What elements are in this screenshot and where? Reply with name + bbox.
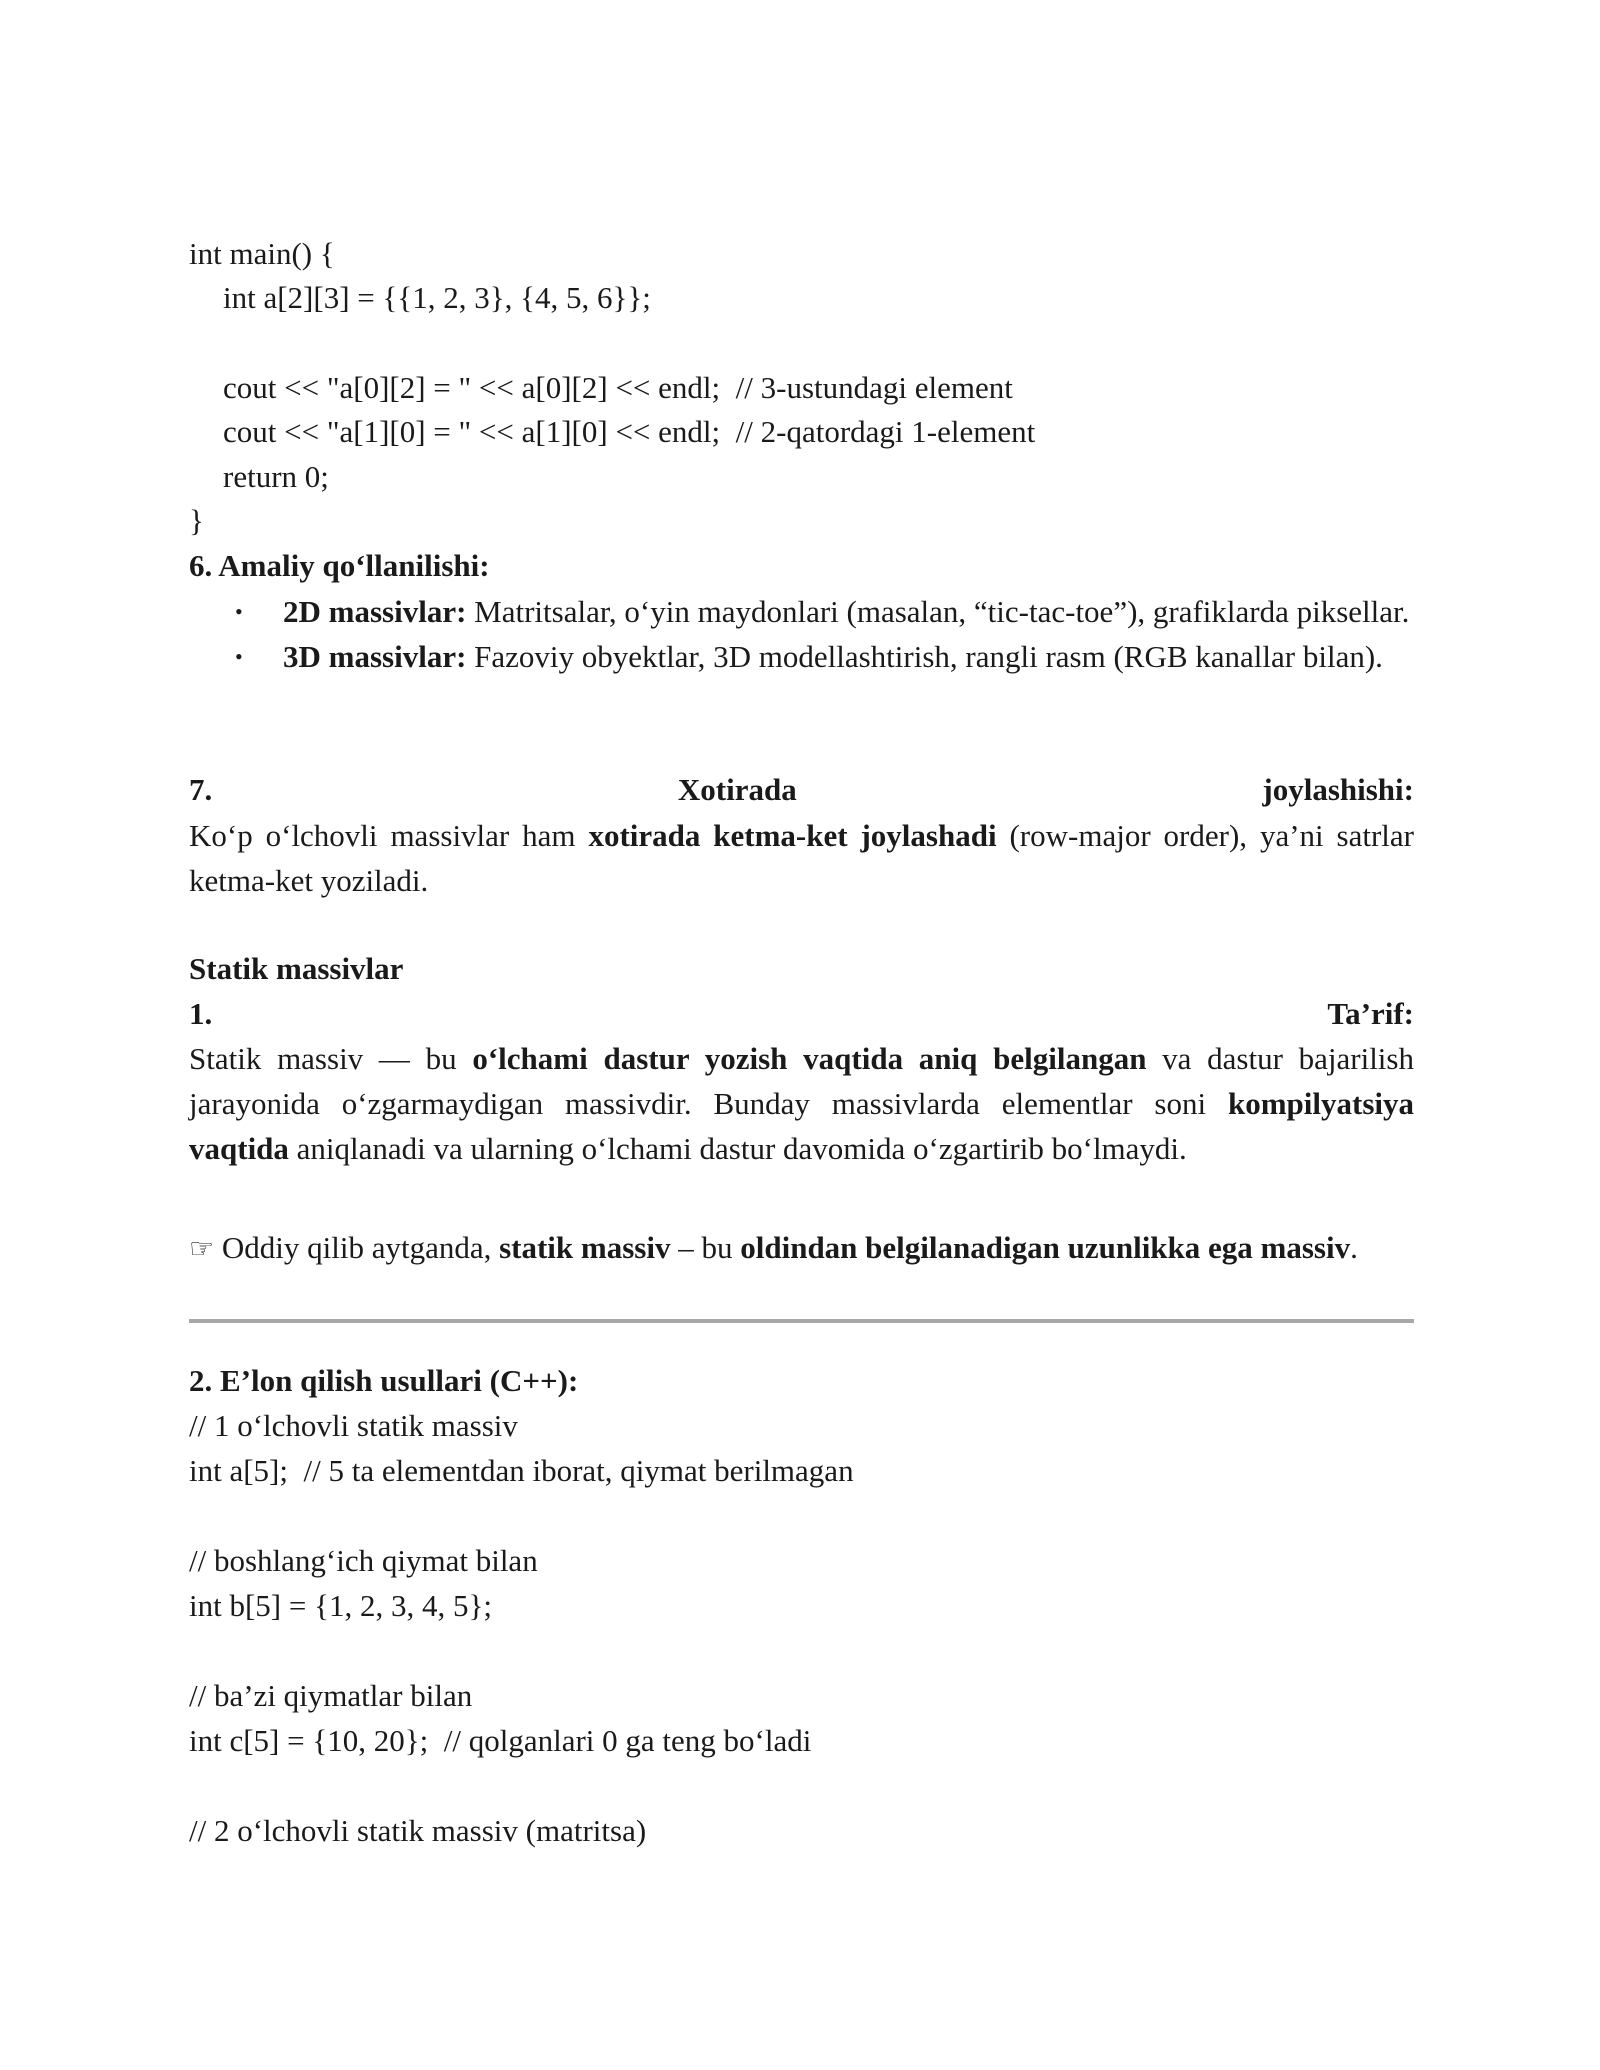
section-heading bbox=[189, 768, 1414, 812]
paragraph: Statik massiv — bu o‘lchami dastur yozish vaqtida aniq belgilangan va dastur bajarilish jarayonida o‘zgarmaydigan massivdir. Bunday massivlarda elementlar soni kompilyatsiya vaqtida aniqlanadi va ularning o‘lchami dastur davomida o‘zgartirib bo‘lmaydi. bbox=[189, 1041, 1414, 1166]
list-item bbox=[189, 634, 1414, 679]
bullet-icon: • bbox=[235, 599, 243, 624]
heading-number: 1. bbox=[189, 996, 213, 1031]
bullet-list bbox=[189, 589, 1414, 679]
section-heading bbox=[189, 992, 1414, 1036]
code-line: } bbox=[189, 503, 204, 538]
code-line: int a[5]; // 5 ta elementdan iborat, qiymat berilmagan bbox=[189, 1453, 854, 1488]
heading-label: Ta’rif: bbox=[1327, 996, 1414, 1031]
horizontal-rule bbox=[189, 1319, 1414, 1323]
heading-number: 7. bbox=[189, 772, 213, 807]
paragraph: ☞ Oddiy qilib aytganda, statik massiv – bu oldindan belgilanadigan uzunlikka ega massiv. bbox=[189, 1230, 1358, 1265]
section-heading: 2. E’lon qilish usullari (C++): bbox=[189, 1363, 579, 1398]
item-text: Matritsalar, o‘yin maydonlari (masalan, “tic-tac-toe”), grafiklarda piksellar. bbox=[466, 594, 1410, 629]
code-line: int c[5] = {10, 20}; // qolganlari 0 ga teng bo‘ladi bbox=[189, 1723, 812, 1758]
item-label: 2D massivlar: bbox=[283, 594, 467, 629]
code-line: int b[5] = {1, 2, 3, 4, 5}; bbox=[189, 1588, 492, 1623]
section-title: Statik massivlar bbox=[189, 951, 404, 986]
item-label: 3D massivlar: bbox=[283, 639, 467, 674]
code-line: int a[2][3] = {{1, 2, 3}, {4, 5, 6}}; bbox=[223, 280, 651, 315]
code-line: int main() { bbox=[189, 236, 335, 271]
bullet-icon: • bbox=[235, 644, 243, 669]
code-line: // 1 o‘lchovli statik massiv bbox=[189, 1408, 518, 1443]
code-line: cout << "a[1][0] = " << a[1][0] << endl; // 2-qatordagi 1-element bbox=[223, 414, 1036, 449]
list-item bbox=[189, 589, 1414, 634]
code-line: // boshlang‘ich qiymat bilan bbox=[189, 1543, 538, 1578]
pointing-hand-icon: ☞ bbox=[189, 1232, 215, 1265]
paragraph: Ko‘p o‘lchovli massivlar ham xotirada ketma-ket joylashadi (row-major order), ya’ni satrlar ketma-ket yoziladi. bbox=[189, 818, 1414, 898]
item-text: Fazoviy obyektlar, 3D modellashtirish, rangli rasm (RGB kanallar bilan). bbox=[466, 639, 1383, 674]
section-heading: 6. Amaliy qo‘llanilishi: bbox=[189, 548, 490, 583]
heading-word: joylashishi: bbox=[1262, 772, 1414, 807]
code-line: // 2 o‘lchovli statik massiv (matritsa) bbox=[189, 1813, 647, 1848]
code-line: cout << "a[0][2] = " << a[0][2] << endl; // 3-ustundagi element bbox=[223, 370, 1013, 405]
heading-word: Xotirada bbox=[677, 772, 797, 807]
code-line: // ba’zi qiymatlar bilan bbox=[189, 1678, 473, 1713]
code-line: return 0; bbox=[223, 459, 329, 494]
